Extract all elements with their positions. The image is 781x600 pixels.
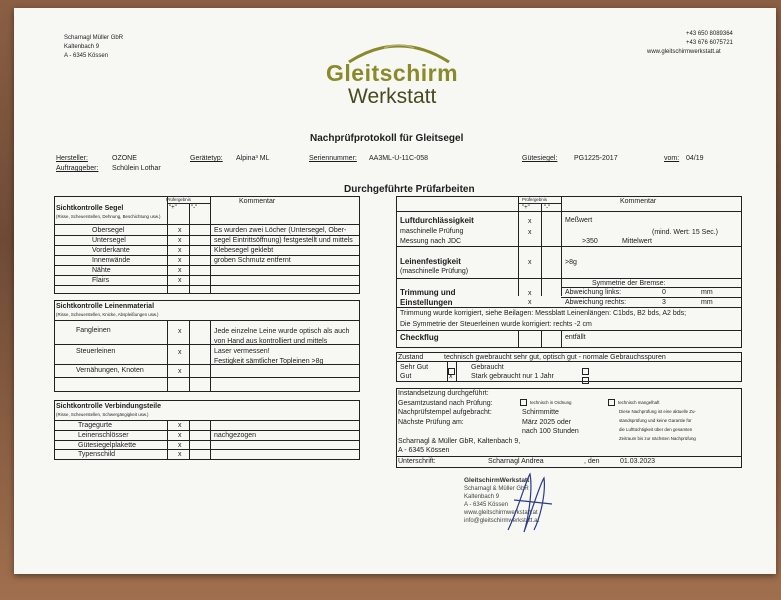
logo-line-2: Werkstatt — [348, 85, 437, 108]
stamp-title: GleitschirmWerkstatt — [464, 477, 530, 484]
rechts-label: Abweichung rechts: — [565, 299, 627, 306]
segel-comment: groben Schmutz entfernt — [214, 257, 291, 264]
section-title: Durchgeführte Prüfarbeiten — [344, 184, 475, 195]
verbindung-title: Sichtkontrolle Verbindungsteile — [56, 403, 162, 410]
segel-comment: Klebesegel geklebt — [214, 247, 274, 254]
signer-name: Scharnagl Andrea — [488, 458, 544, 465]
check-mark: x — [178, 432, 182, 439]
rechts-unit: mm — [701, 299, 713, 306]
row-label: Innenwände — [92, 257, 131, 264]
instand-title: Instandsetzung durchgeführt: — [398, 390, 489, 397]
minus-header: "-" — [191, 205, 198, 211]
leinen-comment: Festigkeit sämtlicher Topleinen >8g — [214, 358, 324, 365]
checkflug-value: entfällt — [565, 334, 586, 341]
pruefergebnis-label: Prüfergebnis — [166, 197, 191, 202]
luft-value: >350 — [582, 238, 598, 245]
minus-header: "-" — [544, 205, 551, 211]
instand-note: Zeitraum bis zur nächsten Nachprüfung — [619, 436, 696, 441]
stamp-line: Kaltenbach 9 — [464, 494, 500, 500]
luft-line-1: maschinelle Prüfung — [400, 228, 464, 235]
phone-1: +43 650 8089364 — [686, 31, 733, 37]
unterschrift-label: Unterschrift: — [398, 458, 436, 465]
row-label: Obersegel — [92, 227, 125, 234]
gebraucht-label: Gebraucht — [471, 364, 504, 371]
leinen-comment: Jede einzelne Leine wurde optisch als auch — [214, 328, 350, 335]
links-unit: mm — [701, 289, 713, 296]
row-label: Vorderkante — [92, 247, 130, 254]
row-label: Vernähungen, Knoten — [76, 367, 144, 374]
stamp-line: www.gleitschirmwerkstatt.at — [464, 510, 538, 516]
gut-checkbox-mark[interactable]: x — [449, 373, 453, 380]
check-mark: x — [528, 218, 532, 225]
check-mark: x — [528, 299, 532, 306]
zustand-label: Zustand — [398, 354, 424, 361]
row-label: Nähte — [92, 267, 111, 274]
company-city: A - 6345 Kössen — [64, 53, 109, 59]
hersteller-value: OZONE — [112, 155, 137, 162]
verbindung-subtitle: (Risse, Scheuerstellen, Schwergängigkeit usw.) — [56, 412, 149, 417]
luft-mind: (mind. Wert: 15 Sec.) — [652, 229, 719, 236]
instand-note: standsprüfung und keine Garantie für — [619, 418, 692, 423]
stamp-line: A - 6345 Kössen — [464, 502, 509, 508]
links-value: 0 — [662, 289, 666, 296]
seriennummer-label: Seriennummer: — [309, 155, 357, 162]
geraetetyp-value: Alpina³ ML — [236, 155, 270, 162]
zustand-header: technisch gwebraucht sehr gut, optisch gut - normale Gebrauchsspuren — [444, 354, 666, 361]
stark-label: Stark gebraucht nur 1 Jahr — [471, 373, 554, 380]
date-value: 01.03.2023 — [620, 458, 656, 465]
stamp-line: Scharnagl & Müller GbR — [464, 486, 529, 492]
naechste-value-2: nach 100 Stunden — [522, 428, 579, 435]
hersteller-label: Hersteller: — [56, 155, 88, 162]
ok-label: technisch in Ordnung — [530, 400, 572, 405]
vom-value: 04/19 — [686, 155, 704, 162]
trimmung-note-1: Trimmung wurde korrigiert, siehe Beilagen: Messblatt Leinenlängen: C1bds, B2 bds, A2 bds; — [400, 310, 687, 317]
vom-label: vom: — [664, 155, 680, 162]
auftraggeber-value: Schülein Lothar — [112, 165, 161, 172]
leinen-subtitle: (Risse, Scheuerstellen, Knicke, Abspleißungen usw.) — [56, 312, 159, 317]
check-mark: x — [178, 328, 182, 335]
logo-line-1: Gleitschirm — [326, 60, 459, 86]
row-label: Untersegel — [92, 237, 126, 244]
pruefergebnis-label: Prüfergebnis — [522, 197, 547, 202]
symmetrie-label: Symmetrie der Bremse: — [592, 280, 666, 287]
check-mark: x — [178, 451, 182, 458]
plus-header: "+" — [169, 205, 177, 211]
check-mark: x — [178, 349, 182, 356]
mangel-label: technisch mangelhaft — [618, 400, 660, 405]
trimmung-title-2: Einstellungen — [400, 298, 453, 307]
geraetetyp-label: Gerätetyp: — [190, 155, 223, 162]
stamp-line: info@gleitschirmwerkstatt.at — [464, 518, 540, 524]
naechste-label: Nächste Prüfung am: — [398, 419, 464, 426]
check-mark: x — [528, 290, 532, 297]
check-mark: x — [528, 229, 532, 236]
gut-label: Gut — [400, 373, 412, 380]
stempel-label: Nachprüfstempel aufgebracht: — [398, 409, 492, 416]
naechste-value-1: März 2025 oder — [522, 419, 572, 426]
check-mark: x — [178, 422, 182, 429]
row-label: Tragegurte — [78, 422, 112, 429]
ok-checkbox[interactable] — [520, 399, 527, 407]
auftraggeber-label: Auftraggeber: — [56, 165, 99, 172]
instand-note: Diese Nachprüfung ist eine aktuelle Zu- — [619, 409, 696, 414]
instand-addr-2: A - 6345 Kössen — [398, 447, 450, 454]
kommentar-header: Kommentar — [620, 198, 657, 205]
leinen-comment: Laser vermessen! — [214, 348, 270, 355]
row-label: Typenschild — [78, 451, 115, 458]
segel-subtitle: (Risse, Scheuerstellen, Dehnung, Beschichtung usw.) — [56, 214, 161, 219]
check-mark: x — [178, 277, 182, 284]
signature-icon — [500, 470, 560, 536]
website: www.gleitschirmwerkstatt.at — [647, 49, 721, 55]
segel-comment: Es wurden zwei Löcher (Untersegel, Ober- — [214, 227, 347, 234]
checkflug-title: Checkflug — [400, 333, 439, 342]
row-label: Steuerleinen — [76, 348, 116, 355]
den-label: , den — [584, 458, 600, 465]
instand-note: die Lufttüchtigkeit über den gesamten — [619, 427, 693, 432]
phone-2: +43 676 6075721 — [686, 40, 733, 46]
trimmung-note-2: Die Symmetrie der Steuerleinen wurde korrigiert: rechts -2 cm — [400, 321, 592, 328]
check-mark: x — [178, 442, 182, 449]
rechts-value: 3 — [662, 299, 666, 306]
stempel-value: Schirmmitte — [522, 409, 559, 416]
check-mark: x — [178, 267, 182, 274]
row-label: Gütesiegelplakette — [78, 442, 136, 449]
check-mark: x — [528, 259, 532, 266]
links-label: Abweichung links: — [565, 289, 622, 296]
luft-mittelwert: Mittelwert — [622, 238, 652, 245]
kommentar-header: Kommentar — [239, 198, 276, 205]
row-label: Flairs — [92, 277, 110, 284]
plus-header: "+" — [522, 205, 530, 211]
luft-title: Luftdurchlässigkeit — [400, 216, 474, 225]
guetesiegel-label: Gütesiegel: — [522, 155, 558, 162]
check-mark: x — [178, 257, 182, 264]
festigkeit-sub: (maschinelle Prüfung) — [400, 268, 469, 275]
seriennummer-value: AA3ML-U-11C-058 — [369, 155, 429, 162]
company-name: Scharnagl Müller GbR — [64, 35, 124, 41]
check-mark: x — [178, 247, 182, 254]
check-mark: x — [178, 237, 182, 244]
verbindung-comment: nachgezogen — [214, 432, 257, 439]
festigkeit-value: >8g — [565, 259, 577, 266]
company-street: Kaltenbach 9 — [64, 44, 100, 50]
document-sheet — [14, 8, 776, 574]
mangel-checkbox[interactable] — [608, 399, 615, 407]
guetesiegel-value: PG1225-2017 — [574, 155, 618, 162]
instand-addr-1: Scharnagl & Müller GbR, Kaltenbach 9, — [398, 438, 521, 445]
check-mark: x — [178, 227, 182, 234]
sehr-gut-label: Sehr Gut — [400, 364, 429, 371]
row-label: Fangleinen — [76, 327, 111, 334]
trimmung-title-1: Trimmung und — [400, 288, 456, 297]
segel-comment: segel Eintrittsöffnung) festgestellt und mittels — [214, 237, 353, 244]
row-label: Leinenschlösser — [78, 432, 129, 439]
check-mark: x — [178, 368, 182, 375]
document-title: Nachprüfprotokoll für Gleitsegel — [310, 133, 464, 144]
leinen-comment: von Hand aus kontrolliert und mittels — [214, 338, 328, 345]
leinen-title: Sichtkontrolle Leinenmaterial — [56, 303, 155, 310]
festigkeit-title: Leinenfestigkeit — [400, 257, 461, 266]
gesamt-label: Gesamtzustand nach Prüfung: — [398, 400, 493, 407]
luft-line-2: Messung nach JDC — [400, 238, 462, 245]
luft-messwert: Meßwert — [565, 217, 593, 224]
segel-title: Sichtkontrolle Segel — [56, 205, 124, 212]
